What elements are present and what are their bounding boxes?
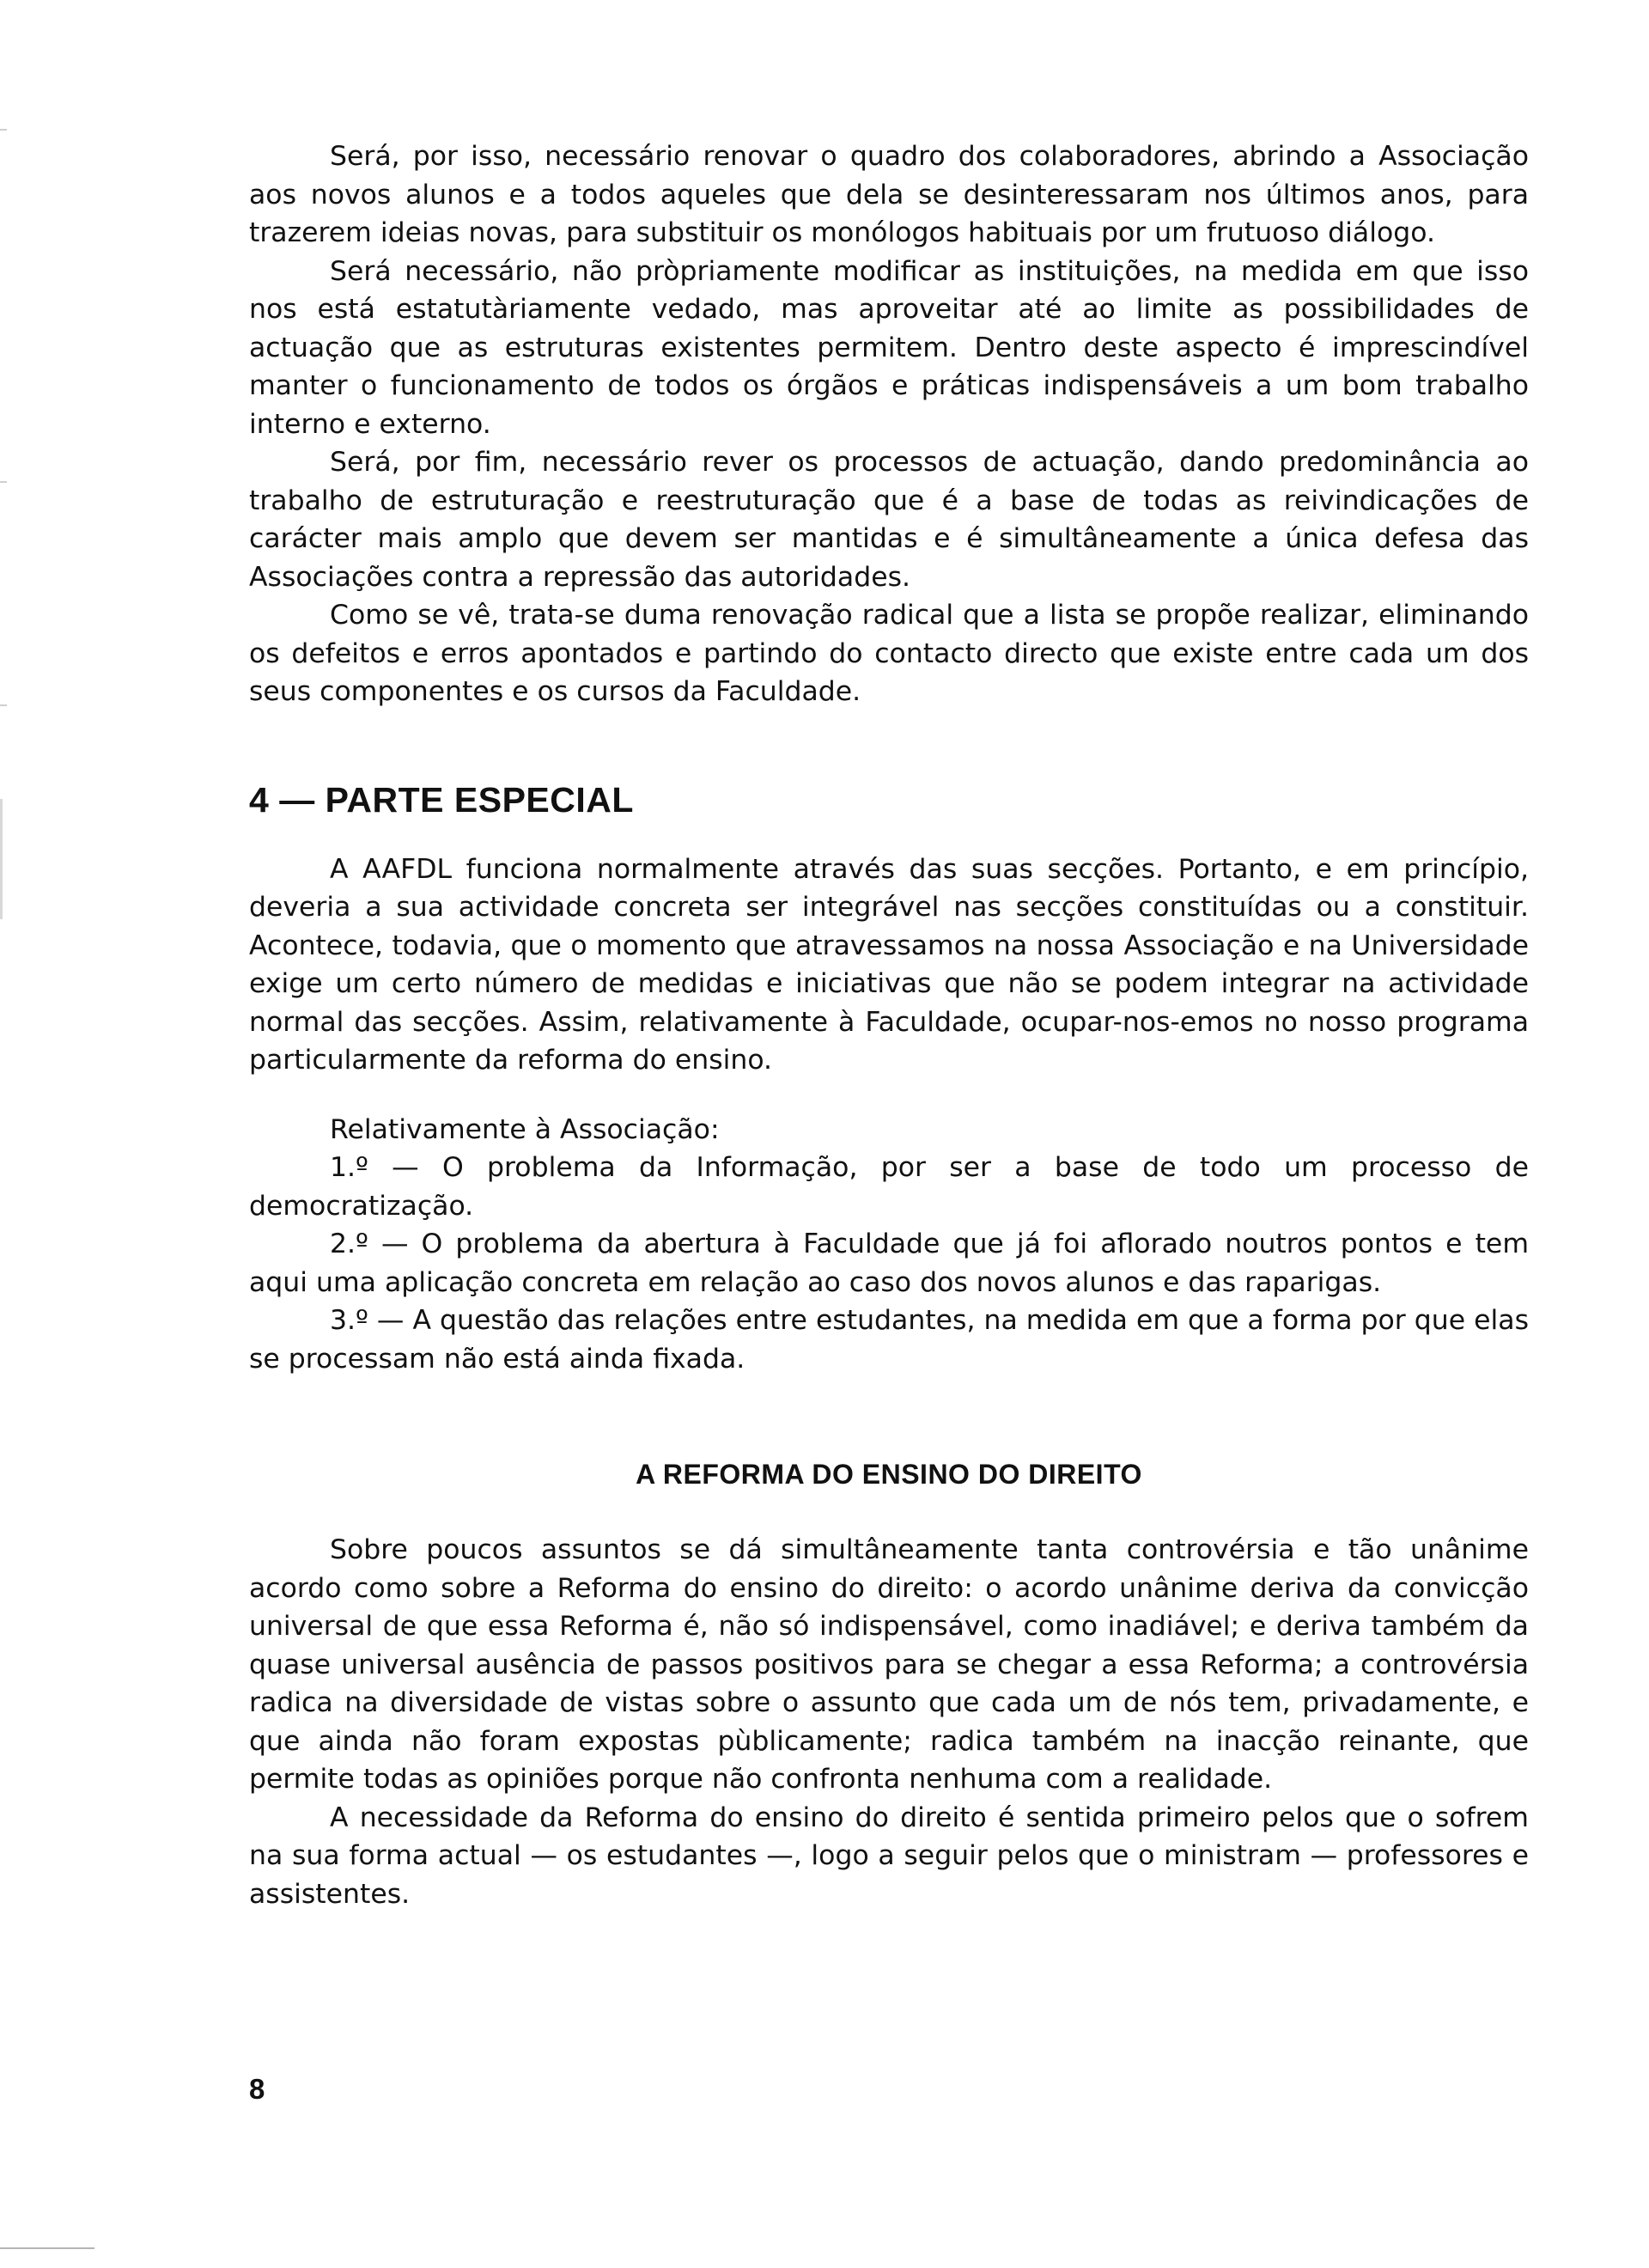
left-edge-scan-mark xyxy=(0,799,3,919)
intro-section xyxy=(249,137,1529,711)
body-paragraph: Será, por isso, necessário renovar o quadro dos colaboradores, abrindo a Associação aos novos alunos e a todos aqueles que dela se desinteressaram nos últimos anos, para trazerem ideias novas, para substituir os monólogos habituais por um frutuoso diálogo. xyxy=(249,141,1529,248)
document-page xyxy=(249,137,1529,1913)
page-number: 8 xyxy=(249,2073,265,2105)
reforma-section xyxy=(249,1455,1529,1913)
body-paragraph: Será, por fim, necessário rever os processos de actuação, dando predominância ao trabalho de estruturação e reestruturação que é a base de todas as reivindicações de carácter mais amplo que devem ser mantidas e é simultâneamente a única defesa das Associações contra a repressão das autoridades. xyxy=(249,447,1529,593)
body-paragraph: A necessidade da Reforma do ensino do direito é sentida primeiro pelos que o sofrem na sua forma actual — os estudantes —, logo a seguir pelos que o ministram — professores e assistentes. xyxy=(249,1802,1529,1910)
left-edge-scan-mark xyxy=(0,481,7,483)
bottom-edge-scan-mark xyxy=(0,2247,94,2249)
list-intro: Relativamente à Associação: xyxy=(330,1113,720,1145)
body-paragraph: A AAFDL funciona normalmente através das suas secções. Portanto, e em princípio, deveria a sua actividade concreta ser integrável nas secções constituídas ou a constituir. Acontece, todavia, que o momento que atravessamos na nossa Associação e na Universidade exige um certo número de medidas e iniciativas que não se podem integrar na actividade normal das secções. Assim, relativamente à Faculdade, ocupar-nos-emos no nosso programa particularmente da reforma do ensino. xyxy=(249,853,1529,1076)
numbered-list-item: 2.º — O problema da abertura à Faculdade que já foi aflorado noutros pontos e tem aqui uma aplicação concreta em relação ao caso dos novos alunos e das raparigas. xyxy=(249,1228,1529,1298)
subsection-heading: A REFORMA DO ENSINO DO DIREITO xyxy=(636,1459,1142,1490)
left-edge-scan-mark xyxy=(0,704,7,706)
parte-especial-section xyxy=(249,778,1529,1379)
numbered-list-item: 1.º — O problema da Informação, por ser a base de todo um processo de democratização. xyxy=(249,1152,1529,1222)
numbered-list-item: 3.º — A questão das relações entre estudantes, na medida em que a forma por que elas se processam não está ainda fixada. xyxy=(249,1305,1529,1375)
body-paragraph: Será necessário, não pròpriamente modificar as instituições, na medida em que isso nos está estatutàriamente vedado, mas aproveitar até ao limite as possibilidades de actuação que as estruturas existentes permitem. Dentro deste aspecto é imprescindível manter o funcionamento de todos os órgãos e práticas indispensáveis a um bom trabalho interno e externo. xyxy=(249,255,1529,440)
left-edge-scan-mark xyxy=(0,129,7,131)
section-heading: 4 — PARTE ESPECIAL xyxy=(249,779,634,820)
body-paragraph: Como se vê, trata-se duma renovação radical que a lista se propõe realizar, eliminando os defeitos e erros apontados e partindo do contacto directo que existe entre cada um dos seus componentes e os cursos da Faculdade. xyxy=(249,600,1529,707)
body-paragraph: Sobre poucos assuntos se dá simultâneamente tanta controvérsia e tão unânime acordo como sobre a Reforma do ensino do direito: o acordo unânime deriva da convicção universal de que essa Reforma é, não só indispensável, como inadiável; e deriva também da quase universal ausência de passos positivos para se chegar a essa Reforma; a controvérsia radica na diversidade de vistas sobre o assunto que cada um de nós tem, privadamente, e que ainda não foram expostas pùblicamente; radica também na inacção reinante, que permite todas as opiniões porque não confronta nenhuma com a realidade. xyxy=(249,1534,1529,1795)
